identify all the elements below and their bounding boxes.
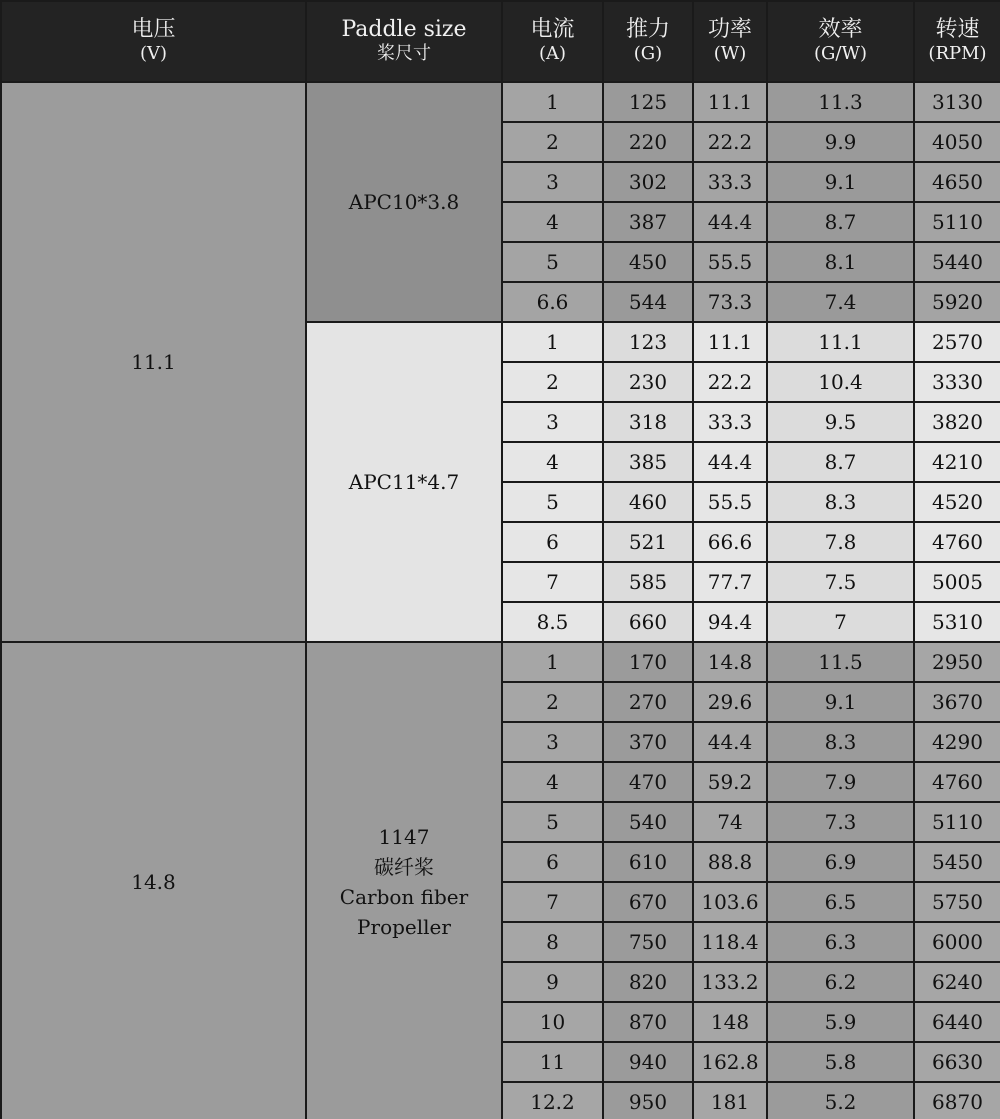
rpm-cell: 5005 (914, 562, 1000, 602)
efficiency-cell: 6.3 (767, 922, 914, 962)
current-cell: 5 (502, 802, 603, 842)
header-thrust-unit: (G) (633, 42, 663, 64)
thrust-cell: 610 (603, 842, 693, 882)
rpm-cell: 6240 (914, 962, 1000, 1002)
thrust-cell: 370 (603, 722, 693, 762)
current-cell: 8 (502, 922, 603, 962)
rpm-cell: 4650 (914, 162, 1000, 202)
power-cell: 118.4 (693, 922, 767, 962)
efficiency-cell: 5.9 (767, 1002, 914, 1042)
efficiency-cell: 7.3 (767, 802, 914, 842)
current-cell: 7 (502, 882, 603, 922)
thrust-cell: 460 (603, 482, 693, 522)
current-cell: 9 (502, 962, 603, 1002)
rpm-cell: 5750 (914, 882, 1000, 922)
header-thrust (603, 1, 693, 82)
power-cell: 74 (693, 802, 767, 842)
thrust-cell: 450 (603, 242, 693, 282)
thrust-cell: 870 (603, 1002, 693, 1042)
current-cell: 6 (502, 522, 603, 562)
efficiency-cell: 11.5 (767, 642, 914, 682)
thrust-cell: 318 (603, 402, 693, 442)
current-cell: 4 (502, 202, 603, 242)
rpm-cell: 5310 (914, 602, 1000, 642)
power-cell: 22.2 (693, 122, 767, 162)
propeller-cell (306, 642, 502, 1119)
current-cell: 1 (502, 322, 603, 362)
thrust-cell: 470 (603, 762, 693, 802)
power-cell: 94.4 (693, 602, 767, 642)
rpm-cell: 5450 (914, 842, 1000, 882)
power-cell: 14.8 (693, 642, 767, 682)
rpm-cell: 3130 (914, 82, 1000, 122)
efficiency-cell: 11.3 (767, 82, 914, 122)
thrust-cell: 230 (603, 362, 693, 402)
efficiency-cell: 7.8 (767, 522, 914, 562)
propeller-label: Propeller (357, 915, 451, 939)
current-cell: 6.6 (502, 282, 603, 322)
power-cell: 73.3 (693, 282, 767, 322)
current-cell: 3 (502, 162, 603, 202)
thrust-cell: 540 (603, 802, 693, 842)
thrust-cell: 387 (603, 202, 693, 242)
rpm-cell: 4050 (914, 122, 1000, 162)
power-cell: 77.7 (693, 562, 767, 602)
rpm-cell: 4760 (914, 762, 1000, 802)
efficiency-cell: 9.1 (767, 682, 914, 722)
rpm-cell: 5440 (914, 242, 1000, 282)
rpm-cell: 6630 (914, 1042, 1000, 1082)
efficiency-cell: 6.5 (767, 882, 914, 922)
rpm-cell: 4290 (914, 722, 1000, 762)
current-cell: 3 (502, 722, 603, 762)
rpm-cell: 3670 (914, 682, 1000, 722)
current-cell: 4 (502, 442, 603, 482)
thrust-cell: 585 (603, 562, 693, 602)
table-row (1, 642, 1000, 682)
power-cell: 55.5 (693, 482, 767, 522)
rpm-cell: 4210 (914, 442, 1000, 482)
propeller-label: 1147 (378, 825, 430, 849)
efficiency-cell: 10.4 (767, 362, 914, 402)
power-cell: 133.2 (693, 962, 767, 1002)
power-cell: 148 (693, 1002, 767, 1042)
thrust-cell: 950 (603, 1082, 693, 1119)
header-power-unit: (W) (713, 42, 747, 64)
thrust-cell: 302 (603, 162, 693, 202)
rpm-cell: 5110 (914, 802, 1000, 842)
header-voltage-unit: (V) (139, 42, 168, 64)
efficiency-cell: 11.1 (767, 322, 914, 362)
rpm-cell: 2570 (914, 322, 1000, 362)
table-header (1, 1, 1000, 82)
power-cell: 55.5 (693, 242, 767, 282)
power-cell: 88.8 (693, 842, 767, 882)
power-cell: 103.6 (693, 882, 767, 922)
current-cell: 7 (502, 562, 603, 602)
power-cell: 22.2 (693, 362, 767, 402)
rpm-cell: 6440 (914, 1002, 1000, 1042)
current-cell: 5 (502, 482, 603, 522)
efficiency-cell: 9.5 (767, 402, 914, 442)
header-rpm (914, 1, 1000, 82)
power-cell: 66.6 (693, 522, 767, 562)
header-current-unit: (A) (538, 42, 567, 64)
header-voltage-title: 电压 (131, 16, 176, 42)
header-thrust-title: 推力 (625, 16, 670, 42)
rpm-cell: 3330 (914, 362, 1000, 402)
current-cell: 2 (502, 362, 603, 402)
propeller-label: 碳纤桨 (374, 855, 434, 879)
thrust-cell: 750 (603, 922, 693, 962)
power-cell: 29.6 (693, 682, 767, 722)
current-cell: 2 (502, 682, 603, 722)
rpm-cell: 4520 (914, 482, 1000, 522)
header-efficiency-unit: (G/W) (814, 42, 867, 64)
efficiency-cell: 8.3 (767, 482, 914, 522)
thrust-cell: 220 (603, 122, 693, 162)
efficiency-cell: 5.8 (767, 1042, 914, 1082)
thrust-cell: 125 (603, 82, 693, 122)
current-cell: 4 (502, 762, 603, 802)
header-current (502, 1, 603, 82)
power-cell: 11.1 (693, 322, 767, 362)
efficiency-cell: 6.2 (767, 962, 914, 1002)
current-cell: 6 (502, 842, 603, 882)
table-row (1, 82, 1000, 122)
current-cell: 8.5 (502, 602, 603, 642)
rpm-cell: 2950 (914, 642, 1000, 682)
current-cell: 2 (502, 122, 603, 162)
rpm-cell: 5920 (914, 282, 1000, 322)
efficiency-cell: 7.9 (767, 762, 914, 802)
propeller-label: Carbon fiber (339, 885, 469, 909)
power-cell: 44.4 (693, 722, 767, 762)
power-cell: 162.8 (693, 1042, 767, 1082)
rpm-cell: 5110 (914, 202, 1000, 242)
thrust-cell: 385 (603, 442, 693, 482)
current-cell: 3 (502, 402, 603, 442)
header-rpm-title: 转速 (935, 16, 980, 42)
efficiency-cell: 8.3 (767, 722, 914, 762)
table-body (1, 82, 1000, 1119)
efficiency-cell: 7.4 (767, 282, 914, 322)
header-efficiency (767, 1, 914, 82)
power-cell: 44.4 (693, 202, 767, 242)
header-power-title: 功率 (707, 16, 752, 42)
header-rpm-unit: (RPM) (928, 42, 987, 64)
thrust-cell: 270 (603, 682, 693, 722)
power-cell: 181 (693, 1082, 767, 1119)
header-voltage (1, 1, 306, 82)
header-paddle-size (306, 1, 502, 82)
efficiency-cell: 7 (767, 602, 914, 642)
power-cell: 11.1 (693, 82, 767, 122)
efficiency-cell: 6.9 (767, 842, 914, 882)
efficiency-cell: 8.7 (767, 442, 914, 482)
rpm-cell: 3820 (914, 402, 1000, 442)
power-cell: 59.2 (693, 762, 767, 802)
voltage-cell: 11.1 (1, 82, 306, 642)
current-cell: 1 (502, 642, 603, 682)
efficiency-cell: 5.2 (767, 1082, 914, 1119)
thrust-cell: 660 (603, 602, 693, 642)
thrust-cell: 940 (603, 1042, 693, 1082)
thrust-cell: 123 (603, 322, 693, 362)
efficiency-cell: 8.7 (767, 202, 914, 242)
thrust-cell: 170 (603, 642, 693, 682)
propeller-cell (306, 322, 502, 642)
thrust-cell: 544 (603, 282, 693, 322)
propeller-label: APC10*3.8 (348, 190, 460, 214)
current-cell: 1 (502, 82, 603, 122)
thrust-cell: 670 (603, 882, 693, 922)
current-cell: 12.2 (502, 1082, 603, 1119)
header-row (1, 1, 1000, 82)
rpm-cell: 6000 (914, 922, 1000, 962)
efficiency-cell: 7.5 (767, 562, 914, 602)
power-cell: 33.3 (693, 162, 767, 202)
thrust-cell: 521 (603, 522, 693, 562)
propeller-cell (306, 82, 502, 322)
rpm-cell: 6870 (914, 1082, 1000, 1119)
voltage-cell: 14.8 (1, 642, 306, 1119)
power-cell: 44.4 (693, 442, 767, 482)
thrust-cell: 820 (603, 962, 693, 1002)
current-cell: 10 (502, 1002, 603, 1042)
header-current-title: 电流 (530, 16, 575, 42)
current-cell: 11 (502, 1042, 603, 1082)
propeller-label: APC11*4.7 (348, 470, 460, 494)
header-paddle-size-unit: 桨尺寸 (377, 42, 431, 64)
header-power (693, 1, 767, 82)
efficiency-cell: 8.1 (767, 242, 914, 282)
header-efficiency-title: 效率 (818, 16, 863, 42)
header-paddle-size-title: Paddle size (341, 16, 467, 42)
efficiency-cell: 9.9 (767, 122, 914, 162)
efficiency-cell: 9.1 (767, 162, 914, 202)
power-cell: 33.3 (693, 402, 767, 442)
current-cell: 5 (502, 242, 603, 282)
rpm-cell: 4760 (914, 522, 1000, 562)
